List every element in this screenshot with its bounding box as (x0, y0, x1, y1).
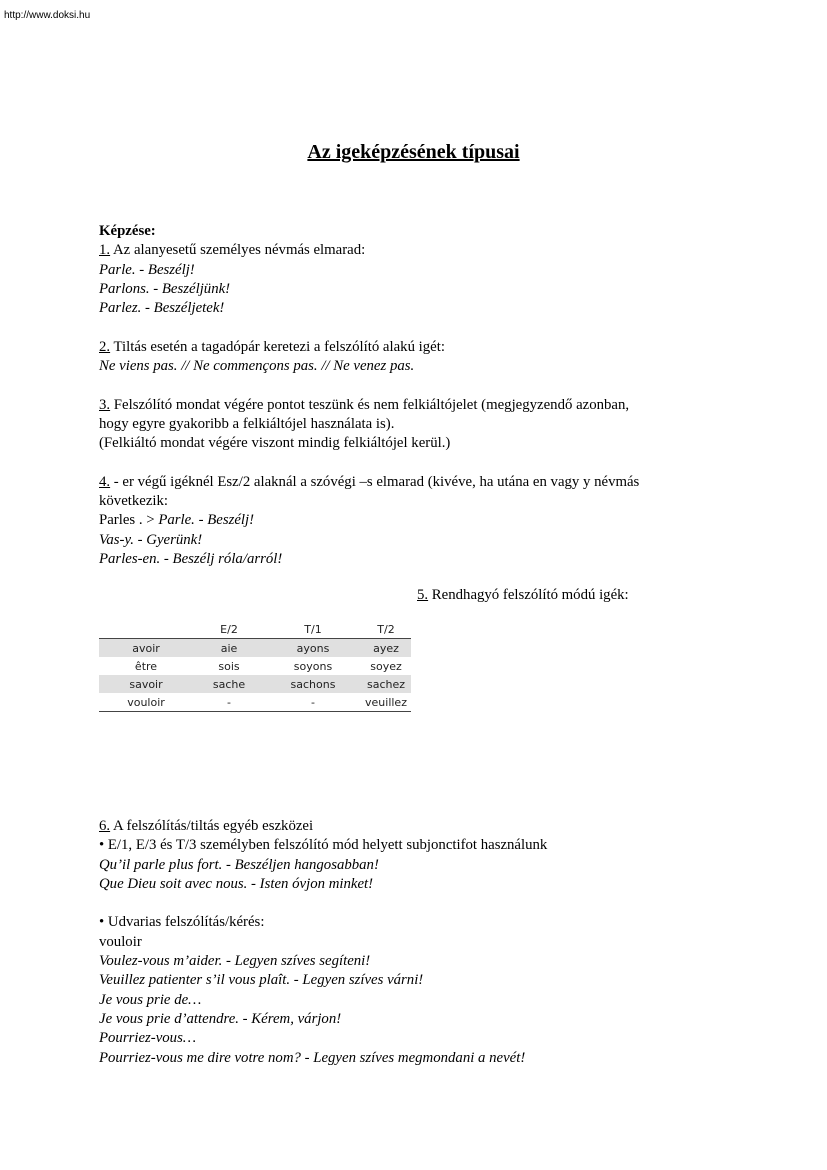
example: Veuillez patienter s’il vous plaît. - Legyen szíves várni! (99, 972, 424, 989)
column-header: E/2 (193, 621, 265, 639)
table-header-row (99, 621, 411, 639)
example: Parlez. - Beszéljetek! (99, 300, 225, 317)
bullet-item: • Udvarias felszólítás/kérés: (99, 914, 265, 931)
example: Parles-en. - Beszélj róla/arról! (99, 551, 283, 568)
main-content (99, 222, 739, 569)
example: Ne viens pas. // Ne commençons pas. // Ne venez pas. (99, 358, 415, 375)
table-cell: vouloir (99, 693, 193, 712)
section-heading: Képzése: (99, 223, 156, 239)
example: Pourriez-vous me dire votre nom? - Legyen szíves megmondani a nevét! (99, 1049, 526, 1066)
example: Parlons. - Beszéljünk! (99, 280, 231, 297)
rule-6 (99, 817, 759, 836)
rule-text: következik: (99, 493, 169, 510)
rule-number: 6. (99, 818, 111, 834)
example: Que Dieu soit avec nous. - Isten óvjon minket! (99, 875, 374, 892)
table-cell: - (265, 693, 361, 712)
example-plain: Parles . > (99, 512, 159, 529)
example: Je vous prie d’attendre. - Kérem, várjon! (99, 1010, 342, 1027)
rule-number: 1. (99, 242, 111, 259)
table-cell: soyons (293, 659, 333, 673)
table-cell: sachons (265, 675, 361, 693)
rule-5 (417, 586, 629, 605)
rule-text: - er végű igéknél Esz/2 alaknál a szóvégi –s elmarad (kivéve, ha utána en vagy y névmás (110, 473, 640, 490)
table-cell: avoir (99, 639, 193, 658)
rule-text: Felszólító mondat végére pontot teszünk és nem felkiáltójelet (megjegyzendő azonban, (110, 396, 630, 413)
table-row (99, 693, 411, 712)
example: Qu’il parle plus fort. - Beszéljen hangosabban! (99, 856, 379, 873)
table-cell: ayez (361, 639, 411, 658)
table-cell: ayons (265, 639, 361, 658)
rule-text: (Felkiáltó mondat végére viszont mindig felkiáltójel kerül.) (99, 435, 451, 452)
rule-number: 5. (417, 587, 429, 603)
example: Pourriez-vous… (99, 1030, 196, 1047)
table-cell: veuillez (361, 693, 411, 712)
page-title: Az igeképzésének típusai (307, 141, 520, 163)
table-cell: être (134, 659, 158, 673)
rule-number: 2. (99, 338, 111, 355)
rule-text: Rendhagyó felszólító módú igék: (428, 587, 629, 603)
example-italic: Parle. - Beszélj! (158, 512, 255, 529)
example: Vas-y. - Gyerünk! (99, 531, 203, 548)
section-6 (99, 817, 759, 1068)
table-row (99, 657, 411, 675)
irregular-verbs-table (99, 621, 411, 712)
verb-label: vouloir (99, 933, 142, 950)
rule-text: hogy egyre gyakoribb a felkiáltójel használata is). (99, 415, 395, 432)
source-url[interactable]: http://www.doksi.hu (4, 10, 91, 21)
table-cell: soyez (370, 659, 402, 673)
rule-4 (99, 473, 739, 492)
rule-text: Az alanyesetű személyes névmás elmarad: (110, 242, 366, 259)
example: Voulez-vous m’aider. - Legyen szíves segíteni! (99, 953, 371, 970)
table-row (99, 639, 411, 658)
column-header: T/2 (361, 621, 411, 639)
table-cell: sachez (361, 675, 411, 693)
rule-2 (99, 338, 739, 357)
table-cell: - (193, 693, 265, 712)
rule-text: A felszólítás/tiltás egyéb eszközei (110, 818, 314, 834)
example (99, 511, 739, 530)
table-cell: sois (218, 659, 240, 673)
rule-text: Tiltás esetén a tagadópár keretezi a felszólító alakú igét: (110, 338, 445, 355)
table-cell: sache (193, 675, 265, 693)
rule-3 (99, 396, 739, 415)
table-cell: savoir (99, 675, 193, 693)
table-row (99, 675, 411, 693)
rule-1 (99, 241, 739, 260)
example: Parle. - Beszélj! (99, 261, 195, 278)
bullet-item: • E/1, E/3 és T/3 személyben felszólító mód helyett subjonctifot használunk (99, 837, 548, 854)
rule-number: 4. (99, 473, 111, 490)
table-cell: aie (193, 639, 265, 658)
column-header: T/1 (265, 621, 361, 639)
column-header (99, 621, 193, 639)
example: Je vous prie de… (99, 991, 202, 1008)
rule-number: 3. (99, 396, 111, 413)
